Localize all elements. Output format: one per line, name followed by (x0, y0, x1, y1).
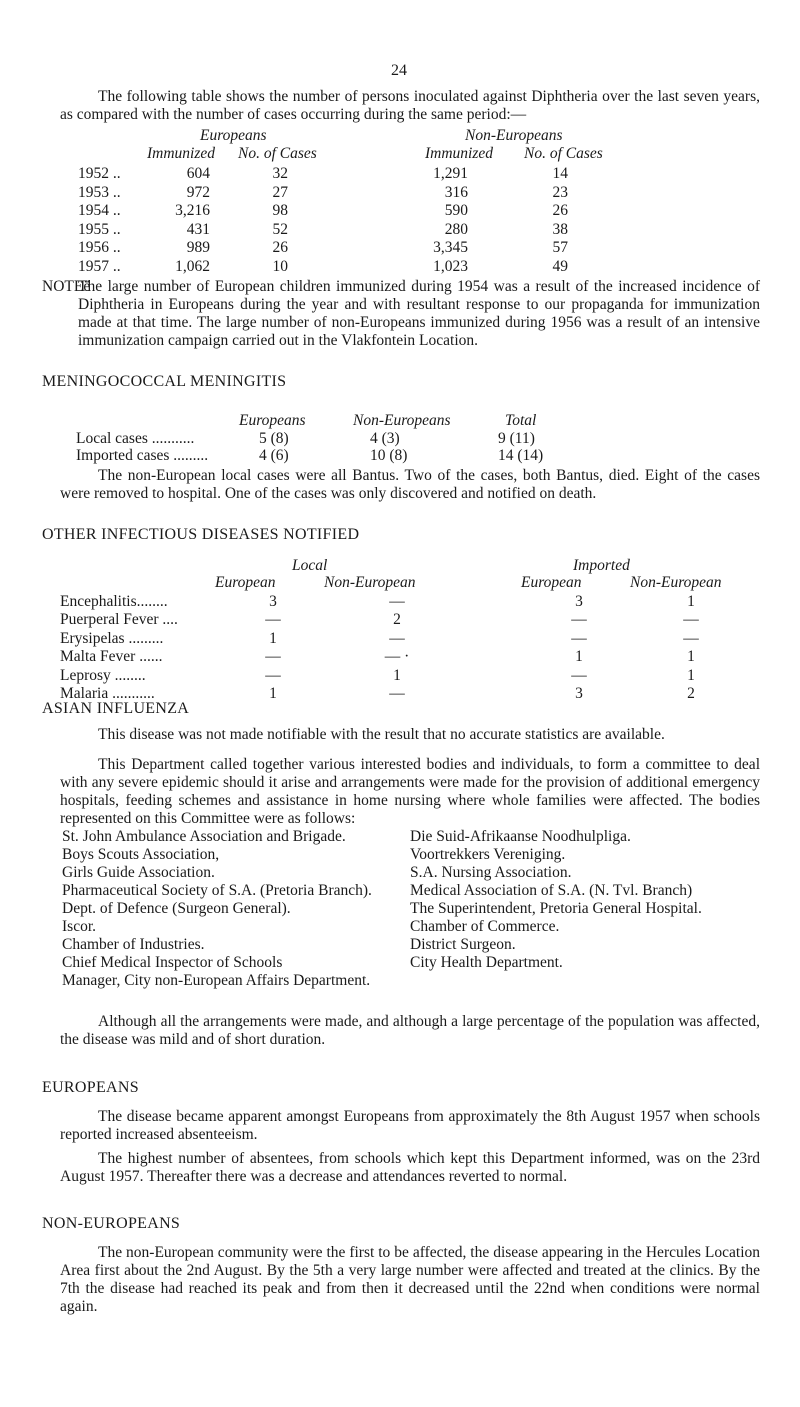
row-year: 1956 .. (78, 239, 121, 257)
note-label: NOTEë (42, 278, 91, 295)
row-ne-immunized: 1,291 (433, 165, 468, 182)
disease-imported-european: 3 (575, 685, 583, 702)
men-header-europeans: Europeans (239, 412, 306, 429)
committee-member: Dept. of Defence (Surgeon General). (62, 900, 291, 917)
meningitis-note: The non-European local cases were all Bantus. Two of the cases, both Bantus, died. Eight of the cases were removed to hospital. One of the cases was only discovered and notified on death. (60, 467, 760, 502)
disease-local-european: — (265, 648, 281, 666)
disease-row-label: Leprosy ........ (60, 666, 146, 684)
committee-member: Iscor. (62, 918, 97, 935)
note-text: The large number of European children immunized during 1954 was a result of the increased incidence of Diphtheria in Europeans during the year and with resultant response to our propaganda for immunization made at that time. The large number of non-Europeans immunized during 1956 was a result of an intensive immunization campaign carried out in the Vlakfontein Location. (78, 278, 760, 349)
other-group-imported: Imported (573, 557, 630, 574)
disease-imported-european: 1 (575, 648, 583, 666)
col-header-eu-immunized: Immunized (147, 145, 216, 162)
row-ne-cases: 38 (552, 220, 568, 238)
col-header-eu-cases: No. of Cases (238, 145, 317, 162)
committee-member: Pharmaceutical Society of S.A. (Pretoria Branch). (62, 882, 372, 899)
committee-member: Boys Scouts Association, (62, 846, 220, 863)
row-eu-immunized: 604 (186, 165, 210, 182)
row-year: 1953 .. (78, 183, 121, 201)
disease-local-non-european: 2 (393, 611, 401, 629)
committee-list-right (410, 828, 765, 972)
disease-row-label: Malta Fever ...... (60, 648, 163, 666)
disease-imported-european: — (571, 666, 587, 684)
row-ne-cases: 49 (552, 258, 568, 275)
col-header-ne-immunized: Immunized (425, 145, 494, 162)
group-header-non-europeans: Non-Europeans (465, 127, 563, 144)
intro-paragraph: The following table shows the number of persons inoculated against Diphtheria over the last seven years, as compared with the number of cases occurring during the same period:— (60, 88, 760, 123)
disease-row-label: Malaria ........... (60, 685, 155, 702)
committee-member: S.A. Nursing Association. (410, 864, 572, 881)
disease-local-european: 1 (269, 685, 277, 702)
men-header-total: Total (505, 412, 537, 429)
disease-imported-non-european: 2 (687, 685, 695, 702)
row-ne-cases: 26 (552, 202, 568, 220)
non-europeans-paragraph-1: The non-European community were the first to be affected, the disease appearing in the Hercules Location Area first about the 2nd August. By the 5th a very large number were affected and treated at the clinics. By the 7th the disease had reached its peak and from then it decreased until the 22nd when conditions were normal again. (60, 1244, 760, 1315)
disease-local-non-european: — · (384, 648, 410, 666)
row-eu-immunized: 3,216 (175, 202, 210, 220)
disease-row-label: Encephalitis........ (60, 593, 168, 610)
influenza-paragraph-3: Although all the arrangements were made, and although a large percentage of the population was affected, the disease was mild and of short duration. (60, 1013, 760, 1048)
committee-member: Manager, City non-European Affairs Department. (62, 972, 371, 989)
disease-imported-european: — (571, 629, 587, 647)
meningitis-heading: MENINGOCOCCAL MENINGITIS (42, 373, 287, 390)
row-eu-cases: 52 (272, 220, 288, 238)
row-ne-immunized: 3,345 (433, 239, 468, 257)
men-row-total: 9 (11) (498, 430, 535, 447)
disease-imported-european: 3 (575, 593, 583, 610)
europeans-heading: EUROPEANS (42, 1079, 139, 1096)
committee-member: City Health Department. (410, 954, 563, 971)
row-ne-immunized: 1,023 (433, 258, 468, 275)
other-group-local: Local (292, 557, 328, 574)
disease-local-european: 1 (269, 629, 277, 647)
row-eu-immunized: 431 (186, 220, 210, 238)
committee-member: Chamber of Commerce. (410, 918, 560, 935)
group-header-europeans: Europeans (200, 127, 267, 144)
committee-member: Medical Association of S.A. (N. Tvl. Branch) (410, 882, 693, 899)
row-year: 1954 .. (78, 202, 121, 220)
committee-member: District Surgeon. (410, 936, 516, 953)
other-col-imported-european: European (521, 574, 582, 591)
men-row-europeans: 4 (6) (259, 447, 289, 464)
row-year: 1955 .. (78, 220, 121, 238)
disease-local-non-european: 1 (393, 666, 401, 684)
men-header-non-europeans: Non-Europeans (353, 412, 451, 429)
disease-row-label: Erysipelas ......... (60, 629, 164, 647)
row-eu-cases: 10 (272, 258, 288, 275)
men-row-non-europeans: 4 (3) (370, 430, 400, 447)
influenza-paragraph-1: This disease was not made notifiable with the result that no accurate statistics are available. (98, 726, 665, 743)
influenza-heading: ASIAN INFLUENZA (42, 700, 190, 717)
page-number: 24 (391, 62, 407, 79)
col-header-ne-cases: No. of Cases (524, 145, 603, 162)
disease-imported-non-european: — (683, 629, 699, 647)
disease-local-non-european: — (389, 629, 405, 647)
row-ne-cases: 14 (552, 165, 568, 182)
men-row-label: Imported cases ......... (76, 447, 209, 464)
row-eu-immunized: 989 (186, 239, 210, 257)
disease-imported-european: — (571, 611, 587, 629)
disease-row-label: Puerperal Fever .... (60, 611, 178, 629)
men-row-total: 14 (14) (498, 447, 544, 464)
disease-local-non-european: — (389, 593, 405, 610)
non-europeans-heading: NON-EUROPEANS (42, 1215, 181, 1232)
other-diseases-heading: OTHER INFECTIOUS DISEASES NOTIFIED (42, 526, 360, 543)
other-col-imported-non-european: Non-European (630, 574, 722, 591)
europeans-paragraph-1: The disease became apparent amongst Europeans from approximately the 8th August 1957 when schools reported increased absenteeism. (60, 1108, 760, 1143)
disease-local-european: — (265, 666, 281, 684)
other-col-local-non-european: Non-European (324, 574, 416, 591)
men-row-europeans: 5 (8) (259, 430, 289, 447)
committee-member: Voortrekkers Vereniging. (410, 846, 566, 863)
row-ne-cases: 57 (552, 239, 568, 257)
row-ne-immunized: 280 (444, 220, 468, 238)
disease-local-european: 3 (269, 593, 277, 610)
disease-imported-non-european: 1 (687, 666, 695, 684)
row-year: 1952 .. (78, 165, 121, 182)
row-eu-immunized: 972 (186, 183, 210, 201)
committee-member: The Superintendent, Pretoria General Hospital. (410, 900, 702, 917)
row-eu-immunized: 1,062 (175, 258, 210, 275)
committee-list-left (62, 828, 392, 990)
row-ne-immunized: 316 (444, 183, 468, 201)
men-row-non-europeans: 10 (8) (370, 447, 408, 464)
row-ne-immunized: 590 (444, 202, 468, 220)
other-col-local-european: European (215, 574, 276, 591)
men-row-label: Local cases ........... (76, 430, 195, 447)
committee-member: Girls Guide Association. (62, 864, 215, 881)
row-eu-cases: 26 (272, 239, 288, 257)
disease-imported-non-european: — (683, 611, 699, 629)
row-ne-cases: 23 (552, 183, 568, 201)
row-eu-cases: 32 (272, 165, 288, 182)
disease-local-european: — (265, 611, 281, 629)
committee-member: Chief Medical Inspector of Schools (62, 954, 283, 971)
committee-member: Chamber of Industries. (62, 936, 205, 953)
row-eu-cases: 27 (272, 183, 288, 201)
disease-imported-non-european: 1 (687, 593, 695, 610)
committee-member: St. John Ambulance Association and Brigade. (62, 828, 346, 845)
row-eu-cases: 98 (272, 202, 288, 220)
europeans-paragraph-2: The highest number of absentees, from schools which kept this Department informed, was on the 23rd August 1957. Thereafter there was a decrease and attendances reverted to normal. (60, 1150, 760, 1185)
row-year: 1957 .. (78, 258, 121, 275)
influenza-paragraph-2: This Department called together various interested bodies and individuals, to form a committee to deal with any severe epidemic should it arise and arrangements were made for the provision of additional emergency hospitals, feeding schemes and assistance in home nursing where whole families were affected. The bodies represented on this Committee were as follows: (60, 756, 760, 827)
committee-member: Die Suid-Afrikaanse Noodhulpliga. (410, 828, 631, 845)
disease-imported-non-european: 1 (687, 648, 695, 666)
disease-local-non-european: — (389, 685, 405, 702)
